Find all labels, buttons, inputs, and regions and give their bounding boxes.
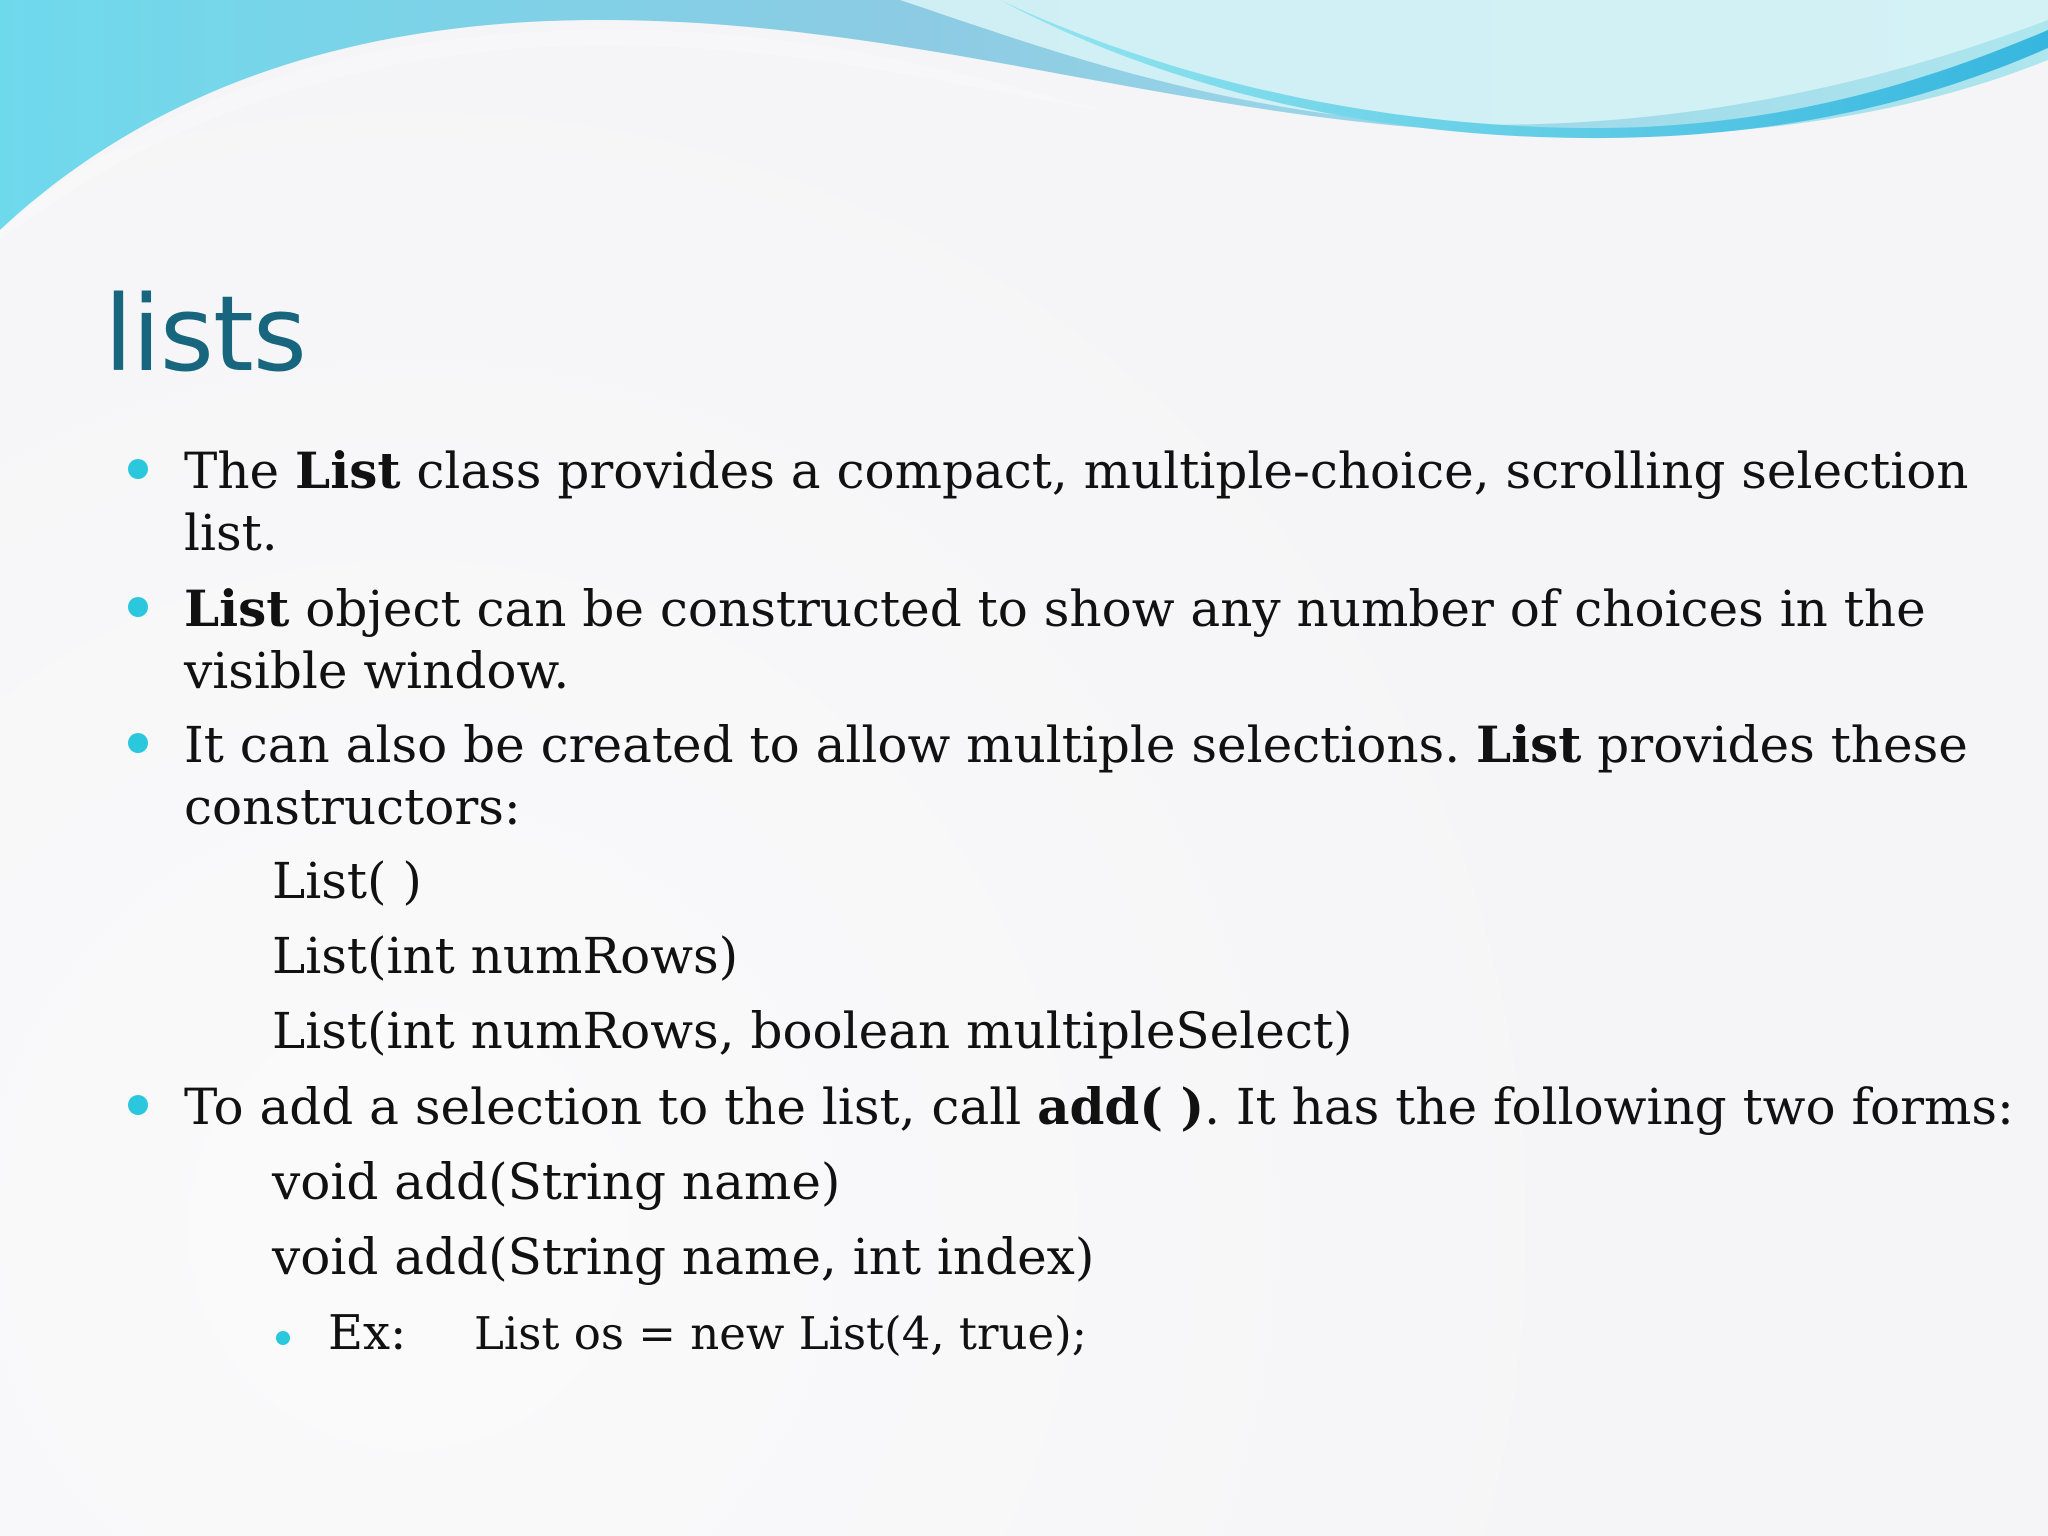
bullet-2-line-2: visible window. — [184, 642, 570, 700]
slide-title: lists — [104, 273, 306, 395]
bullet-3-line-1 — [184, 714, 1968, 776]
bold-term: add( ) — [1037, 1077, 1205, 1136]
bullet-icon — [128, 1095, 148, 1115]
text-segment: class provides a compact, multiple-choice, scrolling selection — [400, 442, 1969, 500]
bullet-icon — [128, 459, 148, 479]
add-method-signature: void add(String name, int index) — [272, 1228, 1095, 1286]
bold-term: List — [295, 441, 401, 500]
bullet-3-line-2: constructors: — [184, 778, 521, 836]
bullet-1-line-2: list. — [184, 504, 278, 562]
text-segment: It can also be created to allow multiple selections. — [184, 716, 1476, 774]
sub-bullet-icon — [276, 1331, 290, 1345]
bullet-4-line-1 — [184, 1076, 2014, 1138]
bullet-icon — [128, 733, 148, 753]
constructor-signature: List( ) — [272, 852, 422, 910]
add-method-signature: void add(String name) — [272, 1153, 841, 1211]
text-segment: provides these — [1581, 716, 1968, 774]
text-segment: object can be constructed to show any number of choices in the — [289, 580, 1926, 638]
bold-term: List — [184, 579, 290, 638]
text-segment: The — [184, 442, 296, 500]
example-label: Ex: — [328, 1305, 407, 1361]
text-segment: . It has the following two forms: — [1204, 1078, 2014, 1136]
bold-term: List — [1476, 715, 1582, 774]
text-segment: To add a selection to the list, call — [184, 1078, 1038, 1136]
bullet-2-line-1 — [184, 578, 1926, 640]
example-code: List os = new List(4, true); — [474, 1307, 1087, 1360]
bullet-1-line-1 — [184, 440, 1969, 502]
constructor-signature: List(int numRows, boolean multipleSelect) — [272, 1002, 1353, 1060]
constructor-signature: List(int numRows) — [272, 927, 739, 985]
bullet-icon — [128, 597, 148, 617]
